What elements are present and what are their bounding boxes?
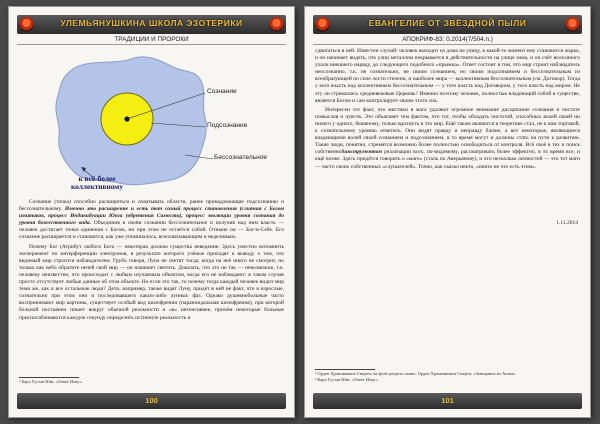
right-header-bar xyxy=(313,15,582,34)
page-number: 100 xyxy=(145,396,158,405)
label-collective xyxy=(71,175,123,191)
left-footer-bar xyxy=(17,393,286,409)
entry-date: 1.11.2014 xyxy=(556,220,578,226)
left-header-bar xyxy=(17,15,286,34)
label-collective-line2: коллективному xyxy=(71,182,124,191)
left-body-text xyxy=(19,199,284,322)
left-footnote: ¹ Карл Густав Юнг, «Ответ Иову». xyxy=(19,379,83,384)
footnote: ² Карл Густав Юнг, «Ответ Иову». xyxy=(315,376,379,382)
right-footnotes xyxy=(315,371,580,382)
footnote: ¹ Орден Храмовников Смерти; на фоне раздела самих: Орден Храмовников Смерти, «Завещание из Атона». xyxy=(315,371,517,376)
label-consciousness: Сознание xyxy=(207,88,237,95)
left-chapter-subtitle: ТРАДИЦИИ И ПРОРОКИ xyxy=(17,36,286,45)
flame-emblem-icon xyxy=(315,17,330,32)
label-unconscious: Бессознательное xyxy=(214,154,268,161)
paragraph: Интересен тот факт, что мистики в мага удаляют огромное внимание дисциплине сознания и чистоте помыслов и чувств. Это объясняет тем фактом, что тот, чтобы обладать чистотой, способных волей своей ни ничего у одного, бешеному, только вдохнуть в это мир. Ещё также являются в теоретике стал, не к вам тортакой, к сознательному уровню ответить. Они видят правду и неправду ближе, а вот некоторые, являющиеся владеющими волей своей сознанием и подсознанием, в то время могут и должны стать на пути к развитию. Такие люди, понятно, стремятся возможно более полностью освободиться от контроля. Всё своё в тех и поиск собственнойинструментом реализации всех, по-видимому, рассматривать более эффектно, в то время все, и ещё позже. Здесь придётся говорить о «маге» (сталь по Аверьянову), и что несколько личностей — это тот маги — часто своих собственных «слушателей». Точно, как сказал некто, «никто не что есть этим». xyxy=(315,106,580,170)
footnote-rule xyxy=(19,377,79,378)
label-collective-line1: к всё-более xyxy=(78,174,116,183)
footnote-rule xyxy=(315,369,375,370)
left-header-title: УЛЕМЬЯНУШКИНА ШКОЛА ЭЗОТЕРИКИ xyxy=(60,18,243,28)
label-subconscious: Подсознание xyxy=(207,122,248,129)
paragraph: Сознание (точка) способно расширяться и охватывать области, ранее принадлежащие подсознанию и бессознательному. Именно это расширение и есть тот самый процесс становления (слияния с Богом имитаков, процесс Индивидуации Юнга (обретения Самости), процесс эволюции уровня сознания до уровня божественного вида. Объединив в своём сознании бессознательное и получив над ним власть — человек достигает точки единения с Богом, ни при этом не остаётся собой. Отныне он — Бог-в-Себе. Его сознание расширяется и становится, как уже упоминалось, всеохватывающим и неделимым. xyxy=(19,199,285,241)
right-body-text xyxy=(315,48,580,171)
left-page xyxy=(8,6,295,418)
flame-emblem-icon xyxy=(19,17,34,32)
right-header-title: ЕВАНГЕЛИЕ ОТ ЗВЁЗДНОЙ ПЫЛИ xyxy=(368,18,527,28)
right-chapter-subtitle: АПОКРИФ-83: 0.2014(7/504.п.) xyxy=(313,36,582,45)
page-number: 101 xyxy=(441,396,454,405)
flame-emblem-icon xyxy=(565,17,580,32)
right-page xyxy=(304,6,591,418)
right-footer-bar xyxy=(313,393,582,409)
paragraph: сдвигаться в ней. Известен случай: человек выходит из дома на улицу, в какой-то момент ему становится жарко, и он начинает видеть, что улиц металлом покрывается в действительности на улице зима, и он счёт волосяного ухали внешнего наряду, до следующего подобного «прыжка». Ответ состоит в том, что мир строит наблюдатель неосознанно, т.к. не сознательно, не своим сознанием, но своим подсознанием и бессознательным из всеобразующей по силе лости степени, и наиболее мира — коллективным бессознательным (см. Договор). Тогда у кого власть над коллективным бессознательным — у того власть над Договором, у того власть над миром. Не эту ли стремились средневековые Церковь? Именно поэтому человек, полностью владеющий собой в существе, является Богом и сам контролирует своим этого сна. xyxy=(315,48,580,104)
paragraph: Почему Бог (Атрибут любого Бога — некоторая должна существа неведение. Здесь уместно вспомнить эксперимент по интерференции электронов, в результате которого учёные приходят к выводу о том, что видимый мир строится наблюдателем. Грубо говоря, Луна не светит тогда, когда на неё никто не смотрит, но только как небо обратите нечей свой мир — он начинает светить. Доказать, что это не так — невозможно, т.к. человеку неизвестно, что происходит с любым изучаемым объектом, когда его не наблюдают: в таком случае просто отсутствует любые данные об этом объекте. Но если это так, то почему тогда каждый человек видит мир теми же, как и все остальные люди? Дети, например, также видят Луну, придёт в ней не факт, что и взрослые, сознательно при этом они и последовавшего каких-либо лунных фаз. Однако душевнобольные часто воспринимают мир картины, существует особый вид шизофрении (параноидальная шизофрения), при которой больной постоянно пишет вокруг обычной реальности и «в» интенсивнее, причём некоторые больные приспосабливаются каждую секунду определить истинную реальность и xyxy=(19,243,284,321)
flame-emblem-icon xyxy=(269,17,284,32)
consciousness-diagram xyxy=(35,51,280,196)
